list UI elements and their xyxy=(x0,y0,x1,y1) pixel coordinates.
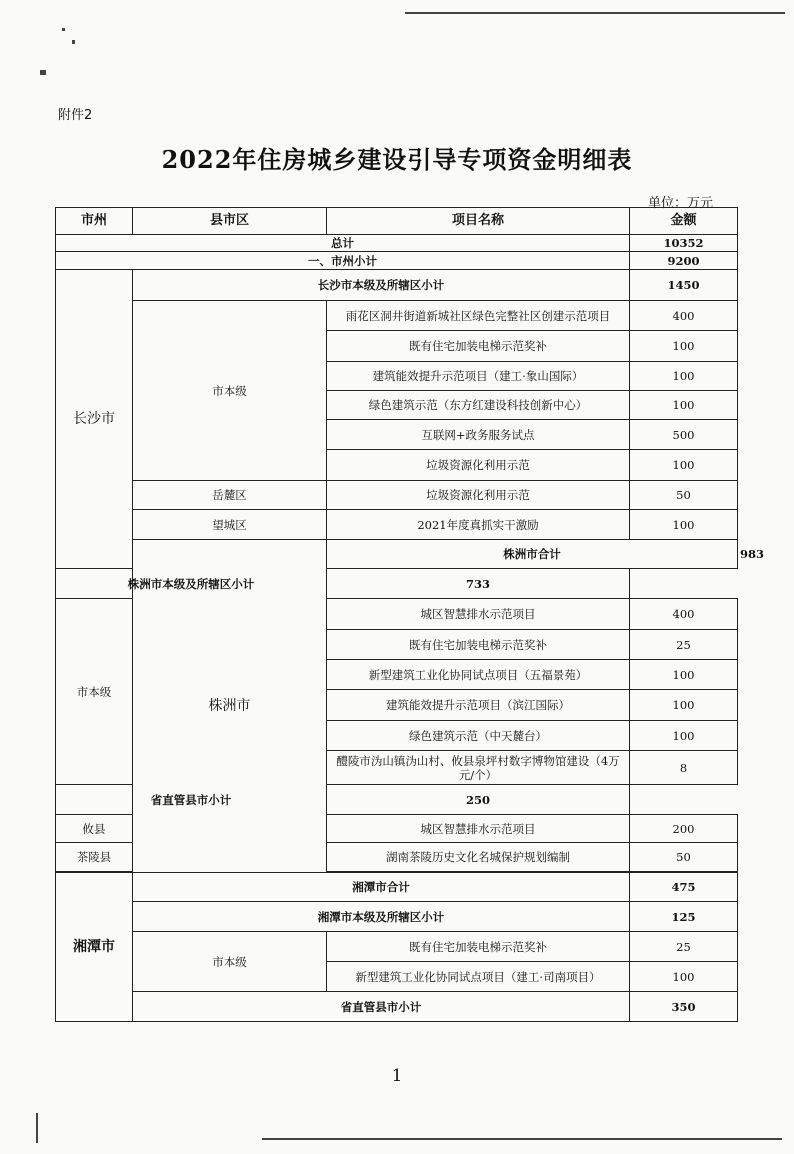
project-amount: 8 xyxy=(630,751,738,785)
subtotal-label: 长沙市本级及所辖区小计 xyxy=(133,270,630,301)
unit-label: 单位：万元 xyxy=(648,196,714,211)
scan-speck xyxy=(40,70,46,75)
city-changsha: 长沙市 xyxy=(56,270,133,569)
table-row xyxy=(56,569,738,599)
county-subtotal-amount: 350 xyxy=(630,992,738,1022)
county-subtotal-amount: 250 xyxy=(327,785,630,815)
project-name: 互联网+政务服务试点 xyxy=(327,420,630,450)
project-amount: 100 xyxy=(630,510,738,540)
city-zhuzhou: 株洲市 xyxy=(133,540,327,873)
section-label: 一、市州小计 xyxy=(56,252,630,270)
project-name: 雨花区洞井街道新城社区绿色完整社区创建示范项目 xyxy=(327,301,630,331)
scan-line-bottom xyxy=(262,1138,782,1140)
scan-speck xyxy=(72,40,75,44)
section-row xyxy=(56,252,738,270)
table-row xyxy=(56,932,738,962)
project-name: 醴陵市沩山镇沩山村、攸县泉坪村数字博物馆建设（4万元/个） xyxy=(327,751,630,785)
total-amount: 475 xyxy=(630,873,738,902)
project-name: 新型建筑工业化协同试点项目（建工·司南项目） xyxy=(327,962,630,992)
table-row: 株洲市 株洲市合计 983 xyxy=(56,540,738,569)
project-amount: 100 xyxy=(630,450,738,481)
total-label: 湘潭市合计 xyxy=(133,873,630,902)
project-amount: 100 xyxy=(630,362,738,391)
scan-mark-left xyxy=(36,1113,38,1143)
project-name: 绿色建筑示范（东方红建设科技创新中心） xyxy=(327,391,630,420)
page-number: 1 xyxy=(391,1066,403,1086)
header-district: 县市区 xyxy=(133,208,327,235)
table-header-row xyxy=(56,208,738,235)
total-label: 总计 xyxy=(56,235,630,252)
table-row xyxy=(56,902,738,932)
project-name: 2021年度真抓实干激励 xyxy=(327,510,630,540)
project-amount: 100 xyxy=(630,331,738,362)
project-amount: 400 xyxy=(630,599,738,630)
project-name: 垃圾资源化利用示范 xyxy=(327,450,630,481)
header-project: 项目名称 xyxy=(327,208,630,235)
section-amount: 9200 xyxy=(630,252,738,270)
project-amount: 500 xyxy=(630,420,738,450)
project-amount: 100 xyxy=(630,690,738,721)
page-title: 2022年住房城乡建设引导专项资金明细表 xyxy=(161,145,633,174)
subtotal-amount: 733 xyxy=(327,569,630,599)
project-name: 既有住宅加装电梯示范奖补 xyxy=(327,630,630,660)
subtotal-label: 湘潭市本级及所辖区小计 xyxy=(133,902,630,932)
project-amount: 50 xyxy=(630,481,738,510)
table-row xyxy=(56,270,738,301)
district-name: 市本级 xyxy=(133,301,327,481)
project-name: 既有住宅加装电梯示范奖补 xyxy=(327,932,630,962)
total-label: 株洲市合计 xyxy=(327,540,738,569)
project-amount: 100 xyxy=(630,660,738,690)
funding-table xyxy=(55,207,765,1022)
scan-speck xyxy=(62,28,65,31)
header-city: 市州 xyxy=(56,208,133,235)
district-name: 望城区 xyxy=(133,510,327,540)
district-name: 茶陵县 xyxy=(56,843,133,872)
city-xiangtan: 湘潭市 xyxy=(56,873,133,1022)
subtotal-amount: 125 xyxy=(630,902,738,932)
project-name: 湖南茶陵历史文化名城保护规划编制 xyxy=(327,843,630,872)
header-amount: 金额 xyxy=(630,208,738,235)
project-amount: 100 xyxy=(630,721,738,751)
table-row xyxy=(56,992,738,1022)
scan-line-top xyxy=(405,12,785,14)
project-amount: 200 xyxy=(630,815,738,843)
county-subtotal-label: 省直管县市小计 xyxy=(56,785,327,815)
project-name: 绿色建筑示范（中天麓台） xyxy=(327,721,630,751)
table-row xyxy=(56,510,738,540)
project-amount: 100 xyxy=(630,962,738,992)
subtotal-label: 株洲市本级及所辖区小计 xyxy=(56,569,327,599)
district-name: 市本级 xyxy=(133,932,327,992)
table-row xyxy=(56,785,738,815)
project-amount: 25 xyxy=(630,630,738,660)
project-amount: 400 xyxy=(630,301,738,331)
attachment-label: 附件2 xyxy=(58,108,93,123)
project-amount: 50 xyxy=(630,843,738,872)
project-name: 建筑能效提升示范项目（建工·象山国际） xyxy=(327,362,630,391)
table-row xyxy=(56,873,738,902)
project-name: 新型建筑工业化协同试点项目（五福景苑） xyxy=(327,660,630,690)
project-name: 城区智慧排水示范项目 xyxy=(327,815,630,843)
project-amount: 100 xyxy=(630,391,738,420)
project-name: 建筑能效提升示范项目（滨江国际） xyxy=(327,690,630,721)
district-name: 攸县 xyxy=(56,815,133,843)
table-row xyxy=(56,301,738,331)
district-name: 市本级 xyxy=(56,599,133,785)
project-name: 垃圾资源化利用示范 xyxy=(327,481,630,510)
subtotal-amount: 1450 xyxy=(630,270,738,301)
total-amount: 10352 xyxy=(630,235,738,252)
project-name: 城区智慧排水示范项目 xyxy=(327,599,630,630)
district-name: 岳麓区 xyxy=(133,481,327,510)
project-amount: 25 xyxy=(630,932,738,962)
total-row xyxy=(56,235,738,252)
county-subtotal-label: 省直管县市小计 xyxy=(133,992,630,1022)
table-row xyxy=(56,481,738,510)
project-name: 既有住宅加装电梯示范奖补 xyxy=(327,331,630,362)
